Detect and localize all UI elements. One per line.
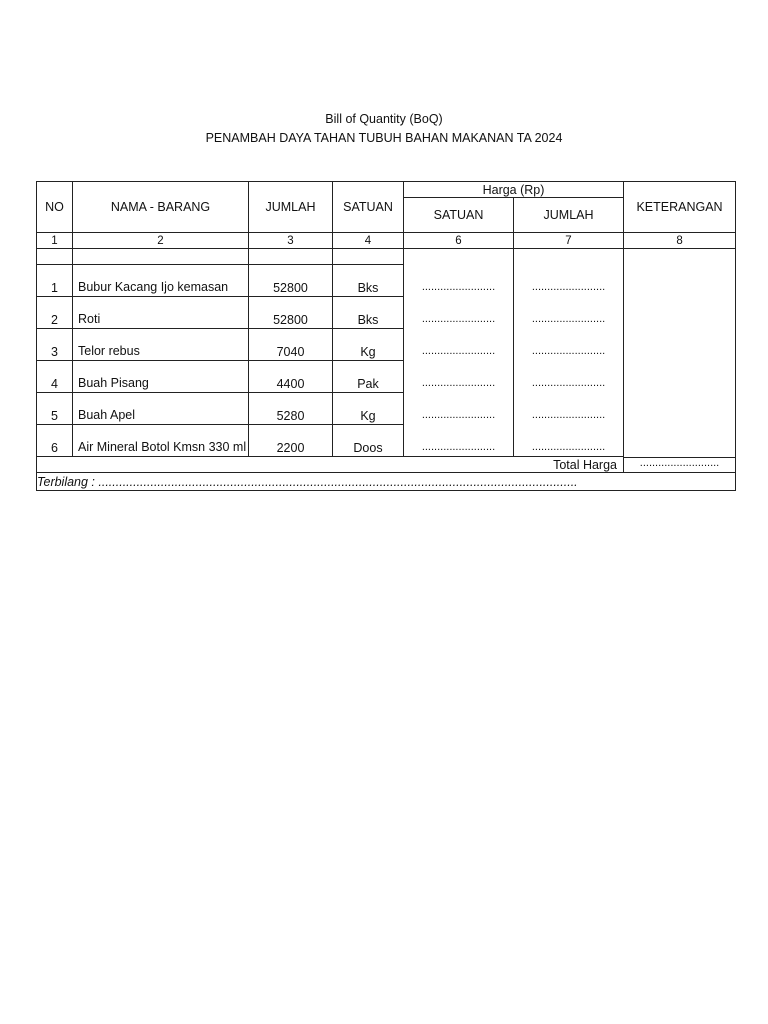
said-row bbox=[37, 473, 736, 491]
column-number: 2 bbox=[73, 233, 249, 249]
spacer-cell bbox=[333, 249, 404, 265]
row-unit: Kg bbox=[333, 329, 404, 361]
header-no: NO bbox=[37, 182, 73, 233]
price-placeholder: ........................ bbox=[421, 408, 496, 421]
spacer-cell bbox=[37, 249, 73, 265]
row-qty: 7040 bbox=[249, 329, 333, 361]
header-price-group: Harga (Rp) bbox=[404, 182, 624, 198]
row-name: Air Mineral Botol Kmsn 330 ml bbox=[73, 425, 249, 457]
total-label: Total Harga bbox=[37, 457, 624, 473]
header-qty: JUMLAH bbox=[249, 182, 333, 233]
spacer-cell bbox=[249, 249, 333, 265]
header-unit: SATUAN bbox=[333, 182, 404, 233]
price-placeholder: ........................ bbox=[421, 312, 496, 325]
row-no: 3 bbox=[37, 329, 73, 361]
price-placeholder: ........................ bbox=[421, 440, 496, 453]
amount-placeholder: ........................ bbox=[531, 312, 606, 325]
row-unit: Pak bbox=[333, 361, 404, 393]
column-number: 1 bbox=[37, 233, 73, 249]
total-divider bbox=[624, 457, 736, 458]
row-unit: Doos bbox=[333, 425, 404, 457]
row-name: Roti bbox=[73, 297, 249, 329]
price-placeholder: ........................ bbox=[421, 280, 496, 293]
row-unit: Kg bbox=[333, 393, 404, 425]
header-price-unit: SATUAN bbox=[404, 198, 514, 233]
column-number: 3 bbox=[249, 233, 333, 249]
row-no: 5 bbox=[37, 393, 73, 425]
row-qty: 52800 bbox=[249, 265, 333, 297]
row-no: 6 bbox=[37, 425, 73, 457]
row-name: Buah Apel bbox=[73, 393, 249, 425]
document-title: Bill of Quantity (BoQ) bbox=[325, 112, 443, 126]
amount-placeholder: ........................ bbox=[531, 440, 606, 453]
amount-placeholder: ........................ bbox=[531, 280, 606, 293]
row-qty: 5280 bbox=[249, 393, 333, 425]
row-unit: Bks bbox=[333, 297, 404, 329]
boq-table bbox=[36, 181, 736, 491]
amount-placeholder: ........................ bbox=[531, 376, 606, 389]
row-qty: 4400 bbox=[249, 361, 333, 393]
column-number: 4 bbox=[333, 233, 404, 249]
row-qty: 2200 bbox=[249, 425, 333, 457]
amount-placeholder: ........................ bbox=[531, 344, 606, 357]
row-name: Buah Pisang bbox=[73, 361, 249, 393]
row-no: 1 bbox=[37, 265, 73, 297]
spacer-cell bbox=[73, 249, 249, 265]
row-qty: 52800 bbox=[249, 297, 333, 329]
row-name: Bubur Kacang Ijo kemasan bbox=[73, 265, 249, 297]
total-value: .......................... bbox=[628, 457, 732, 469]
row-name: Telor rebus bbox=[73, 329, 249, 361]
row-unit: Bks bbox=[333, 265, 404, 297]
amount-placeholder: ........................ bbox=[531, 408, 606, 421]
column-number-row bbox=[37, 233, 736, 249]
spacer-row bbox=[37, 249, 736, 265]
column-number: 8 bbox=[624, 233, 736, 249]
header-price-total: JUMLAH bbox=[514, 198, 624, 233]
column-number: 6 bbox=[404, 233, 514, 249]
header-name: NAMA - BARANG bbox=[73, 182, 249, 233]
row-no: 2 bbox=[37, 297, 73, 329]
header-note: KETERANGAN bbox=[624, 182, 736, 233]
row-no: 4 bbox=[37, 361, 73, 393]
note-column bbox=[624, 249, 736, 473]
price-placeholder: ........................ bbox=[421, 376, 496, 389]
document-subtitle: PENAMBAH DAYA TAHAN TUBUH BAHAN MAKANAN TA 2024 bbox=[205, 131, 563, 145]
column-number: 7 bbox=[514, 233, 624, 249]
said-text: Terbilang : .......................................................................................................................................... bbox=[37, 473, 736, 491]
price-placeholder: ........................ bbox=[421, 344, 496, 357]
